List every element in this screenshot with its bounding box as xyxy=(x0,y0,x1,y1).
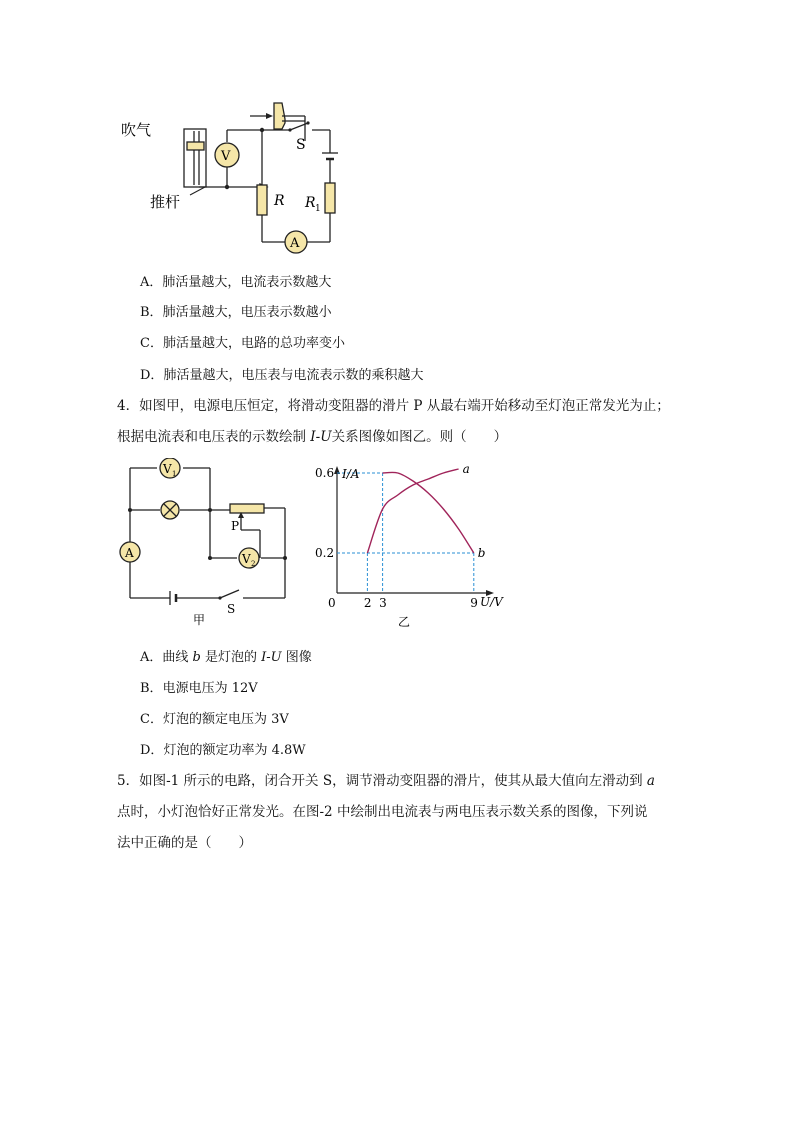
option-italic: I-U xyxy=(261,650,282,665)
resistor-r xyxy=(257,185,267,215)
y-axis-label: I/A xyxy=(342,467,360,481)
option-text: 图像 xyxy=(281,650,312,665)
q4-option-d[interactable] xyxy=(140,739,306,758)
option-text: 灯泡的额定功率为 4.8W xyxy=(163,743,306,758)
v1-label: V xyxy=(163,462,172,476)
figure-jia-caption: 甲 xyxy=(193,613,206,627)
iu-symbol: I-U xyxy=(310,429,332,445)
option-text: 是灯泡的 xyxy=(200,650,262,665)
stem-text: 关系图像如图乙。则（ ） xyxy=(331,429,508,445)
option-letter: A． xyxy=(140,650,163,665)
x-tick-label: 3 xyxy=(379,596,387,610)
point-a-symbol: a xyxy=(646,773,655,789)
rheostat xyxy=(230,504,264,513)
resistor-r-label: R xyxy=(274,193,285,209)
option-letter: D． xyxy=(140,368,164,383)
q3-option-d[interactable] xyxy=(140,364,423,383)
x-tick-label: 9 xyxy=(470,596,478,610)
v2-subscript: 2 xyxy=(251,560,256,568)
curve-b xyxy=(383,472,474,553)
option-letter: B． xyxy=(140,681,163,696)
q4-stem-line1: 4．如图甲，电源电压恒定，将滑动变阻器的滑片 P 从最右端开始移动至灯泡正常发光为止； xyxy=(117,398,670,414)
option-text: 肺活量越大，电压表与电流表示数的乘积越大 xyxy=(163,368,424,383)
blow-label: 吹气 xyxy=(121,121,152,139)
curve-label-b: b xyxy=(477,546,486,560)
option-text: 电源电压为 12V xyxy=(162,681,258,696)
switch-label: S xyxy=(296,137,306,153)
q4-option-b[interactable] xyxy=(140,677,258,696)
stem-text: 5．如图-1 所示的电路，闭合开关 S，调节滑动变阻器的滑片，使其从最大值向左滑动到 xyxy=(117,773,647,789)
ammeter-label: A xyxy=(290,236,300,251)
q4-option-a[interactable] xyxy=(140,646,312,665)
q3-option-c[interactable] xyxy=(140,332,345,351)
resistor-r1-label: R xyxy=(305,195,316,211)
v1-subscript: 1 xyxy=(172,470,177,478)
stem-text: 根据电流表和电压表的示数绘制 xyxy=(117,429,311,445)
option-letter: A． xyxy=(140,275,163,290)
y-tick-label: 0.6 xyxy=(315,466,335,480)
q5-stem-line3: 法中正确的是（ ） xyxy=(117,835,252,851)
figure-yi-caption: 乙 xyxy=(398,615,411,629)
x-tick-label: 2 xyxy=(363,596,372,610)
voltmeter-label: V xyxy=(221,149,231,164)
piston xyxy=(187,142,204,150)
option-letter: B． xyxy=(140,305,163,320)
resistor-r1 xyxy=(325,183,335,213)
q4-stem-line2 xyxy=(117,425,507,445)
q3-option-a[interactable] xyxy=(140,271,331,290)
option-text: 曲线 xyxy=(162,650,193,665)
x-axis-label: U/V xyxy=(480,595,503,609)
option-text: 肺活量越大，电路的总功率变小 xyxy=(162,336,345,351)
option-letter: C． xyxy=(140,336,163,351)
q5-stem-line2: 点时，小灯泡恰好正常发光。在图-2 中绘制出电流表与两电压表示数关系的图像，下列说 xyxy=(117,804,648,820)
slider-p-label: P xyxy=(231,519,240,533)
option-italic: b xyxy=(192,650,201,665)
ammeter-label: A xyxy=(125,546,134,560)
curve-label-a: a xyxy=(462,462,470,476)
q4-option-c[interactable] xyxy=(140,708,289,727)
option-text: 灯泡的额定电压为 3V xyxy=(162,712,289,727)
push-rod-label: 推杆 xyxy=(150,193,181,211)
q5-stem-line1 xyxy=(117,769,655,789)
iu-chart xyxy=(310,460,510,630)
v2-label: V xyxy=(242,552,251,566)
q3-option-b[interactable] xyxy=(140,301,332,320)
circuit-jia-figure xyxy=(115,458,300,628)
cylinder xyxy=(184,129,206,187)
y-tick-label: 0.2 xyxy=(315,546,335,560)
switch-label: S xyxy=(227,602,236,616)
option-text: 肺活量越大，电流表示数越大 xyxy=(162,275,332,290)
option-text: 肺活量越大，电压表示数越小 xyxy=(162,305,332,320)
option-letter: C． xyxy=(140,712,163,727)
resistor-r1-subscript: 1 xyxy=(315,204,321,214)
x-tick-label: 0 xyxy=(328,596,336,610)
option-letter: D． xyxy=(140,743,164,758)
spirometer-circuit-figure xyxy=(110,95,370,260)
